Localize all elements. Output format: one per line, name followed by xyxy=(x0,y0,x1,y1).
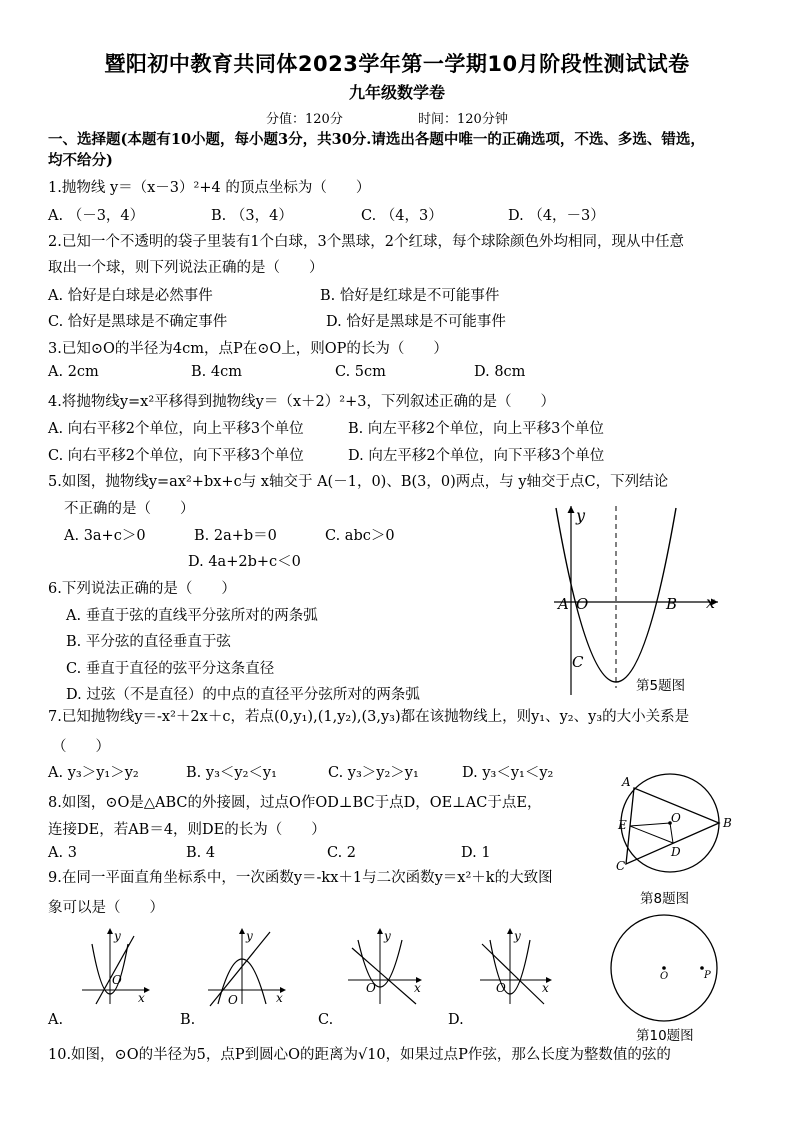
q10-stem: 10.如图，⊙O的半径为5，点P到圆心O的距离为√10，如果过点P作弦，那么长度为整数值的弦的 xyxy=(48,1047,671,1063)
q5-label-a: A xyxy=(558,595,569,613)
q2-stem-line1: 2.已知一个不透明的袋子里装有1个白球，3个黑球，2个红球，每个球除颜色外均相同，现从中任意 xyxy=(48,234,685,250)
q9a-label-x: x xyxy=(138,991,145,1005)
q9b-label-o: O xyxy=(228,993,238,1007)
q4-option-a: A. 向右平移2个单位，向上平移3个单位 xyxy=(48,421,304,437)
q9-graph-a xyxy=(78,924,158,1010)
q9d-label-y: y xyxy=(514,929,521,943)
q9a-y-arrow xyxy=(107,928,113,934)
q6-option-d: D. 过弦（不是直径）的中点的直径平分弦所对的两条弧 xyxy=(66,687,420,703)
q5-label-c: C xyxy=(572,653,584,671)
q9d-line xyxy=(482,944,544,1004)
q9b-line xyxy=(210,932,270,1006)
q9c-label-o: O xyxy=(366,981,376,995)
q8-segment-od xyxy=(670,823,673,843)
q9d-y-arrow xyxy=(507,928,513,934)
q9-stem-line2: 象可以是（ ） xyxy=(48,900,164,916)
q9b-label-x: x xyxy=(276,991,283,1005)
q8-label-o: O xyxy=(671,811,681,825)
score-info: 分值：120分 xyxy=(266,112,343,127)
q9b-y-arrow xyxy=(239,928,245,934)
q5-option-d: D. 4a+2b+c＜0 xyxy=(188,554,301,570)
q8-label-b: B xyxy=(723,816,732,830)
q9-stem-line1: 9.在同一平面直角坐标系中，一次函数y＝-kx＋1与二次函数y＝x²＋k的大致图 xyxy=(48,870,553,886)
q1-stem: 1.抛物线 y＝（x－3）²+4 的顶点坐标为（ ） xyxy=(48,180,371,196)
q1-option-b: B. （3，4） xyxy=(211,208,293,224)
page-subtitle: 九年级数学卷 xyxy=(348,83,445,102)
q6-stem: 6.下列说法正确的是（ ） xyxy=(48,581,236,597)
q8-label-e: E xyxy=(618,818,627,832)
q9-option-d: D. xyxy=(448,1012,464,1028)
section-heading-line1: 一、选择题(本题有10小题，每小题3分，共30分.请选出各题中唯一的正确选项，不选、多选、错选， xyxy=(48,131,705,148)
q9a-x-arrow xyxy=(144,987,150,993)
q7-option-a: A. y₃＞y₁＞y₂ xyxy=(48,765,139,781)
q2-option-c: C. 恰好是黑球是不确定事件 xyxy=(48,314,228,330)
q8-caption: 第8题图 xyxy=(640,891,690,907)
q5-stem-line2: 不正确的是（ ） xyxy=(64,501,195,517)
q7-stem-line2: （ ） xyxy=(52,739,110,755)
q8-label-d: D xyxy=(671,845,681,859)
q7-option-d: D. y₃＜y₁＜y₂ xyxy=(462,765,554,781)
q5-label-y: y xyxy=(576,506,586,525)
q9-graph-c xyxy=(344,924,430,1010)
q6-option-a: A. 垂直于弦的直线平分弦所对的两条弧 xyxy=(66,608,318,624)
q7-option-b: B. y₃＜y₂＜y₁ xyxy=(186,765,277,781)
section-heading-line2: 均不给分) xyxy=(48,152,113,169)
q7-stem-line1: 7.已知抛物线y＝-x²＋2x＋c，若点(0,y₁),(1,y₂),(3,y₃)都在该抛物线上，则y₁、y₂、y₃的大小关系是 xyxy=(48,709,690,725)
time-info: 时间：120分钟 xyxy=(418,112,508,127)
q6-option-b: B. 平分弦的直径垂直于弦 xyxy=(66,634,231,650)
q9a-label-y: y xyxy=(114,929,121,943)
q9-graph-d xyxy=(476,924,560,1010)
q5-option-b: B. 2a+b＝0 xyxy=(194,528,277,544)
q4-stem: 4.将抛物线y=x²平移得到抛物线y＝（x＋2）²+3，下列叙述正确的是（ ） xyxy=(48,394,555,410)
q5-option-a: A. 3a+c＞0 xyxy=(64,528,146,544)
q8-figure xyxy=(608,772,748,884)
q8-segment-oe xyxy=(630,823,670,826)
q9b-label-y: y xyxy=(246,929,253,943)
q1-option-d: D. （4，－3） xyxy=(508,208,605,224)
q2-option-d: D. 恰好是黑球是不可能事件 xyxy=(326,314,506,330)
q2-option-b: B. 恰好是红球是不可能事件 xyxy=(320,288,500,304)
q9-option-c: C. xyxy=(318,1012,334,1028)
q8-option-d: D. 1 xyxy=(461,845,491,861)
q3-option-d: D. 8cm xyxy=(474,364,526,380)
q4-option-d: D. 向左平移2个单位，向下平移3个单位 xyxy=(348,448,605,464)
q9-option-a: A. xyxy=(48,1012,64,1028)
q9-graph-b xyxy=(204,924,294,1010)
q3-option-c: C. 5cm xyxy=(335,364,386,380)
q3-option-b: B. 4cm xyxy=(191,364,242,380)
q5-stem-line1: 5.如图，抛物线y=ax²+bx+c与 x轴交于 A(－1，0)、B(3，0)两点，与 y轴交于点C，下列结论 xyxy=(48,474,669,490)
q1-option-c: C. （4，3） xyxy=(361,208,443,224)
q9c-line xyxy=(352,948,416,1004)
q8-stem-line1: 8.如图，⊙O是△ABC的外接圆，过点O作OD⊥BC于点D，OE⊥AC于点E， xyxy=(48,795,542,811)
q5-caption: 第5题图 xyxy=(636,678,686,694)
q9d-label-x: x xyxy=(542,981,549,995)
q8-label-a: A xyxy=(622,775,631,789)
q5-option-c: C. abc＞0 xyxy=(325,528,395,544)
q10-caption: 第10题图 xyxy=(636,1028,694,1044)
q9c-y-arrow xyxy=(377,928,383,934)
section-heading xyxy=(48,129,768,171)
q8-option-c: C. 2 xyxy=(327,845,357,861)
q8-label-c: C xyxy=(616,859,626,873)
q2-option-a: A. 恰好是白球是必然事件 xyxy=(48,288,213,304)
q10-center-dot xyxy=(662,966,666,970)
q5-label-x: x xyxy=(706,593,716,612)
q7-option-c: C. y₃＞y₂＞y₁ xyxy=(328,765,419,781)
q9d-label-o: O xyxy=(496,981,506,995)
q2-stem-line2: 取出一个球，则下列说法正确的是（ ） xyxy=(48,260,324,276)
q6-option-c: C. 垂直于直径的弦平分这条直径 xyxy=(66,661,275,677)
page-title: 暨阳初中教育共同体2023学年第一学期10月阶段性测试试卷 xyxy=(104,52,690,76)
q9c-label-y: y xyxy=(384,929,391,943)
q8-stem-line2: 连接DE，若AB＝4，则DE的长为（ ） xyxy=(48,822,326,838)
q1-option-a: A. （－3，4） xyxy=(48,208,145,224)
q5-figure xyxy=(548,500,728,700)
q5-y-arrow xyxy=(568,506,575,513)
q10-figure xyxy=(608,912,724,1024)
q8-option-b: B. 4 xyxy=(186,845,216,861)
q9a-line xyxy=(96,936,134,1004)
q5-label-o: O xyxy=(576,595,589,613)
q4-option-b: B. 向左平移2个单位，向上平移3个单位 xyxy=(348,421,604,437)
q3-stem: 3.已知⊙O的半径为4cm，点P在⊙O上，则OP的长为（ ） xyxy=(48,341,448,357)
q10-label-o: O xyxy=(660,971,669,982)
q9c-label-x: x xyxy=(414,981,421,995)
q10-label-p: P xyxy=(704,970,711,981)
q4-option-c: C. 向右平移2个单位，向下平移3个单位 xyxy=(48,448,304,464)
q5-label-b: B xyxy=(666,595,678,613)
q9-option-b: B. xyxy=(180,1012,196,1028)
q8-option-a: A. 3 xyxy=(48,845,77,861)
q3-option-a: A. 2cm xyxy=(48,364,99,380)
q9a-label-o: O xyxy=(112,973,122,987)
q8-segment-de xyxy=(630,826,673,843)
